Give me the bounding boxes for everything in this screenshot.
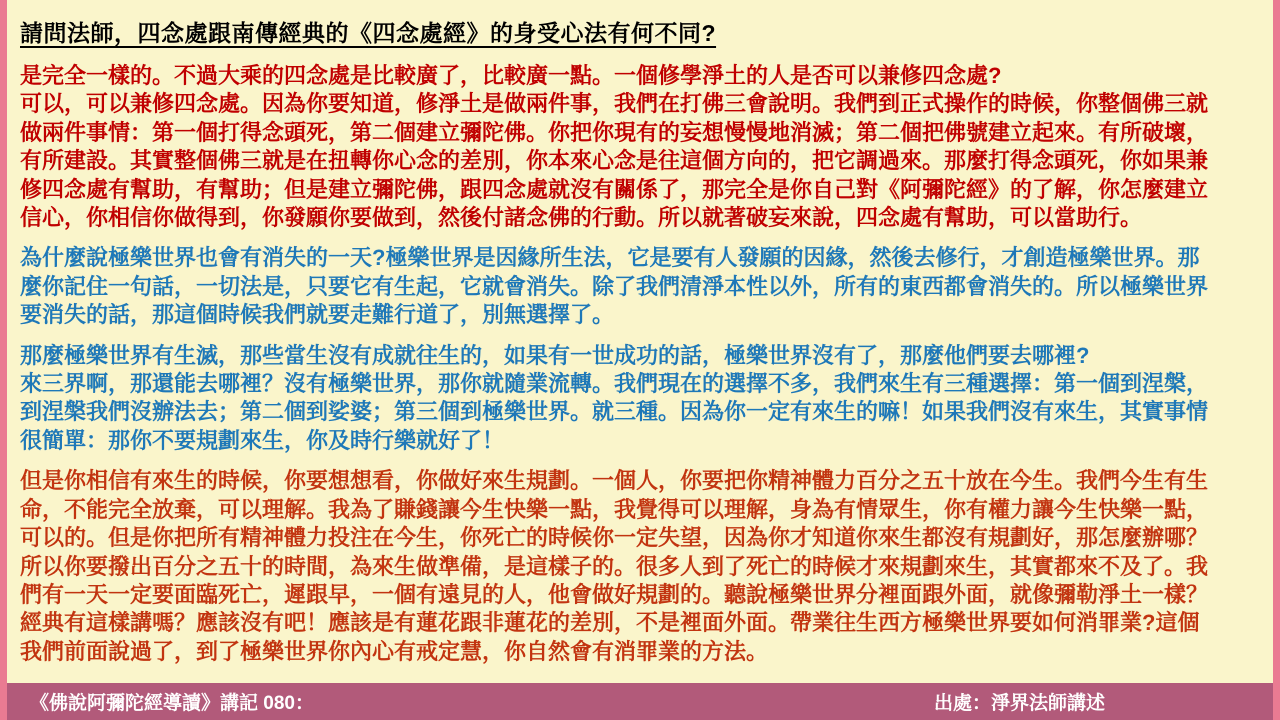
text-line: 那麼極樂世界有生滅，那些當生沒有成就往生的，如果有一世成功的話，極樂世界沒有了，那麼他們要去哪裡? [20, 342, 1090, 368]
paragraph-answer-four-foundations [20, 62, 1268, 232]
slide-title: 請問法師，四念處跟南傳經典的《四念處經》的身受心法有何不同? [20, 20, 717, 46]
text-line: 但是你相信有來生的時候，你要想想看，你做好來生規劃。一個人，你要把你精神體力百分之五十放在今生。我們今生有生 [20, 468, 1209, 494]
text-line: 經典有這樣講嗎？應該沒有吧！應該是有蓮花跟非蓮花的差別，不是裡面外面。帶業往生西方極樂世界要如何消罪業?這個 [20, 610, 1200, 636]
text-line: 們有一天一定要面臨死亡，遲跟早，一個有遠見的人，他會做好規劃的。聽說極樂世界分裡面跟外面，就像彌勒淨土一樣？ [20, 581, 1209, 607]
paragraph-three-choices-next-life [20, 342, 1268, 456]
right-edge-stripe [1273, 0, 1280, 720]
text-line: 很簡單：那你不要規劃來生，你及時行樂就好了！ [20, 427, 505, 453]
text-line: 我們前面說過了，到了極樂世界你內心有戒定慧，你自然會有消罪業的方法。 [20, 638, 769, 664]
text-line: 可以的。但是你把所有精神體力投注在今生，你死亡的時候你一定失望，因為你才知道你來生都沒有規劃好，那怎麼辦哪？ [20, 525, 1209, 551]
left-edge-stripe [0, 0, 7, 720]
text-line: 信心，你相信你做得到，你發願你要做到，然後付諸念佛的行動。所以就著破妄來說，四念處有幫助，可以當助行。 [20, 205, 1143, 231]
text-line: 可以，可以兼修四念處。因為你要知道，修淨土是做兩件事，我們在打佛三會說明。我們到正式操作的時候，你整個佛三就 [20, 91, 1209, 117]
text-line: 做兩件事情：第一個打得念頭死，第二個建立彌陀佛。你把你現有的妄想慢慢地消滅；第二個把佛號建立起來。有所破壞， [20, 119, 1209, 145]
text-line: 是完全一樣的。不過大乘的四念處是比較廣了，比較廣一點。一個修學淨土的人是否可以兼修四念處? [20, 63, 1002, 88]
text-line: 為什麼說極樂世界也會有消失的一天?極樂世界是因緣所生法，它是要有人發願的因緣，然後去修行，才創造極樂世界。那 [20, 245, 1200, 271]
text-line: 所以你要撥出百分之五十的時間，為來生做準備，是這樣子的。很多人到了死亡的時候才來規劃來生，其實都來不及了。我 [20, 553, 1209, 579]
text-line: 要消失的話，那這個時候我們就要走難行道了，別無選擇了。 [20, 302, 615, 328]
paragraph-pure-land-disappearance [20, 244, 1268, 329]
footer-lecture-series-label: 《佛說阿彌陀經導讀》講記 080： [30, 693, 314, 714]
paragraph-life-planning [20, 467, 1268, 666]
text-line: 麼你記住一句話，一切法是，只要它有生起，它就會消失。除了我們清淨本性以外，所有的東西都會消失的。所以極樂世界 [20, 273, 1209, 299]
text-line: 到涅槃我們沒辦法去；第二個到娑婆；第三個到極樂世界。就三種。因為你一定有來生的嘛！如果我們沒有來生，其實事情 [20, 399, 1209, 425]
text-line: 來三界啊，那還能去哪裡？沒有極樂世界，那你就隨業流轉。我們現在的選擇不多，我們來生有三種選擇：第一個到涅槃， [20, 371, 1209, 397]
text-line: 修四念處有幫助，有幫助；但是建立彌陀佛，跟四念處就沒有關係了，那完全是你自己對《阿彌陀經》的了解，你怎麼建立 [20, 176, 1209, 202]
text-line: 有所建設。其實整個佛三就是在扭轉你心念的差別，你本來心念是往這個方向的，把它調過來。那麼打得念頭死，你如果兼 [20, 148, 1209, 174]
footer-source-label: 出處：淨界法師講述 [933, 693, 1105, 714]
slide-body [20, 62, 1268, 678]
footer-bar [0, 683, 1280, 720]
text-line: 命，不能完全放棄，可以理解。我為了賺錢讓今生快樂一點，我覺得可以理解，身為有情眾生，你有權力讓今生快樂一點， [20, 496, 1209, 522]
